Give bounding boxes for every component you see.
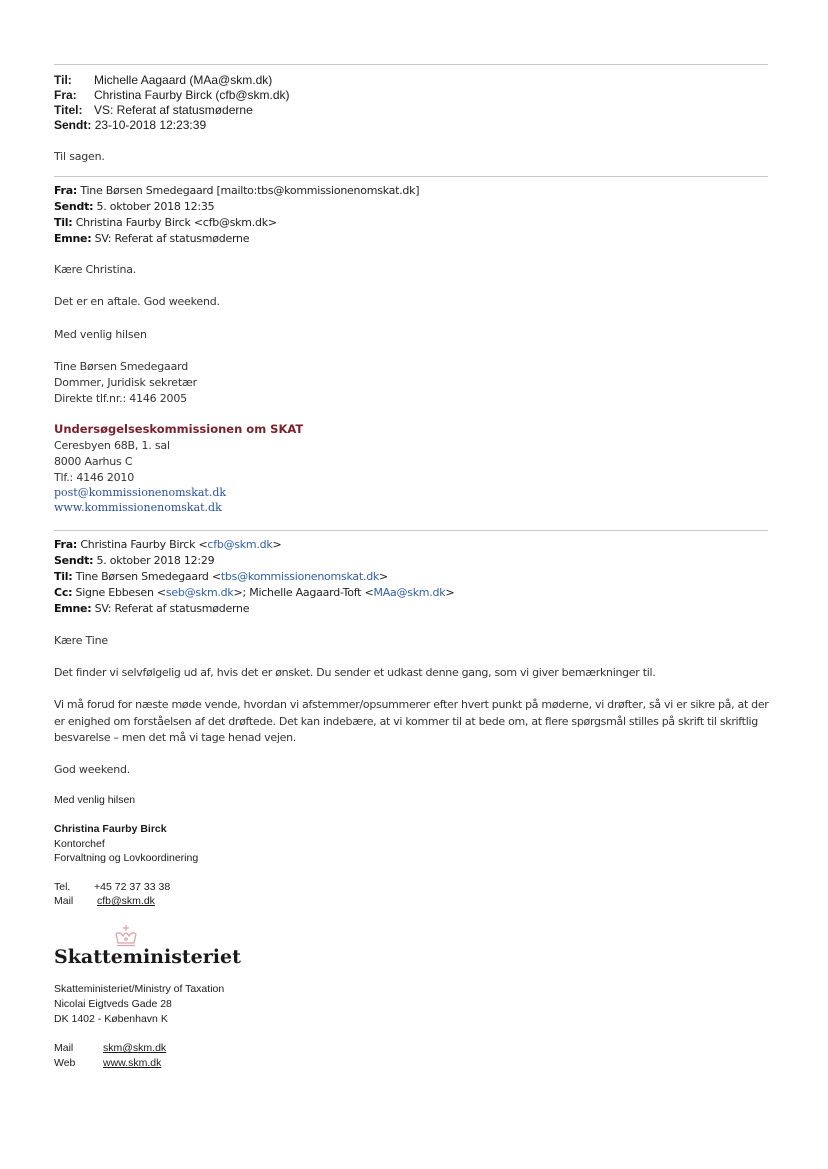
email2-to-link[interactable]: tbs@kommissionenomskat.dk <box>220 570 380 583</box>
footer-line-2: Nicolai Eigtveds Gade 28 <box>54 998 172 1010</box>
email2-tel-label: Tel. <box>54 881 71 893</box>
org-web-link[interactable]: www.kommissionenomskat.dk <box>54 501 222 514</box>
email1-sent: Sendt: 5. oktober 2018 12:35 <box>54 200 215 213</box>
email2-sig-name: Christina Faurby Birck <box>54 823 167 835</box>
email2-cc: Cc: Signe Ebbesen <seb@skm.dk>; Michelle Aagaard-Toft <MAa@skm.dk> <box>54 586 455 599</box>
org-email-link[interactable]: post@kommissionenomskat.dk <box>54 486 227 499</box>
brand-logo-text: Skatteministeriet <box>54 946 241 968</box>
email2-sig-title: Kontorchef <box>54 838 105 850</box>
footer-mail-label: Mail <box>54 1042 74 1054</box>
top-divider <box>54 64 768 65</box>
divider-1 <box>54 176 768 177</box>
footer-web-link[interactable]: www.skm.dk <box>103 1057 162 1069</box>
divider-2 <box>54 530 768 531</box>
org-address2: 8000 Aarhus C <box>54 455 133 468</box>
email2-para-2: Vi må forud for næste møde vende, hvordan vi afstemmer/opsummerer efter hvert punkt på møderne, vi drøfter, så vi er sikre på, at der er enighed om forståelsen af det drøftede. Det kan indebære, at vi kommer til at bede om, at flere spørgsmål stilles på skrift til skriftlig besvarelse – men det må vi tage henad vejen. <box>54 698 769 744</box>
email2-sig-dept: Forvaltning og Lovkoordinering <box>54 852 199 864</box>
org-address1: Ceresbyen 68B, 1. sal <box>54 439 170 452</box>
email2-mail-link[interactable]: cfb@skm.dk <box>97 895 155 907</box>
outer-sent: Sendt: 23-10-2018 12:23:39 <box>54 118 207 132</box>
email2-cc-link-1[interactable]: seb@skm.dk <box>165 586 234 599</box>
email2-sent: Sendt: 5. oktober 2018 12:29 <box>54 554 215 567</box>
email2-from: Fra: Christina Faurby Birck <cfb@skm.dk> <box>54 538 282 551</box>
email1-greeting: Kære Christina. <box>54 263 137 276</box>
email2-para-3: God weekend. <box>54 763 131 776</box>
email2-cc-link-2[interactable]: MAa@skm.dk <box>373 586 446 599</box>
footer-line-1: Skatteministeriet/Ministry of Taxation <box>54 983 225 995</box>
email2-greeting: Kære Tine <box>54 634 108 647</box>
outer-title: Titel: VS: Referat af statusmøderne <box>54 103 253 117</box>
email2-para-1: Det finder vi selvfølgelig ud af, hvis det er ønsket. Du sender et udkast denne gang, som vi giver bemærkninger til. <box>54 666 656 679</box>
email2-subject: Emne: SV: Referat af statusmøderne <box>54 602 250 615</box>
org-phone: Tlf.: 4146 2010 <box>54 471 135 484</box>
email1-from: Fra: Tine Børsen Smedegaard [mailto:tbs@kommissionenomskat.dk] <box>54 184 420 197</box>
email1-to: Til: Christina Faurby Birck <cfb@skm.dk> <box>54 216 277 229</box>
outer-to: Til: Michelle Aagaard (MAa@skm.dk) <box>54 73 273 87</box>
outer-from: Fra: Christina Faurby Birck (cfb@skm.dk) <box>54 88 290 102</box>
note-text: Til sagen. <box>54 150 105 163</box>
email1-sig-phone: Direkte tlf.nr.: 4146 2005 <box>54 392 187 405</box>
footer-line-3: DK 1402 - København K <box>54 1013 168 1025</box>
email2-tel-value: +45 72 37 33 38 <box>94 881 171 893</box>
email2-to: Til: Tine Børsen Smedegaard <tbs@kommissionenomskat.dk> <box>54 570 389 583</box>
crown-icon <box>112 924 140 948</box>
footer-mail-link[interactable]: skm@skm.dk <box>103 1042 167 1054</box>
email2-from-link[interactable]: cfb@skm.dk <box>207 538 273 551</box>
email1-closing: Med venlig hilsen <box>54 328 147 341</box>
email1-sig-name: Tine Børsen Smedegaard <box>54 360 189 373</box>
email1-sig-title: Dommer, Juridisk sekretær <box>54 376 197 389</box>
email2-mail-label: Mail <box>54 895 74 907</box>
footer-web-label: Web <box>54 1057 76 1069</box>
email1-subject: Emne: SV: Referat af statusmøderne <box>54 232 250 245</box>
email2-closing: Med venlig hilsen <box>54 794 136 806</box>
email1-body: Det er en aftale. God weekend. <box>54 295 220 308</box>
org-name: Undersøgelseskommissionen om SKAT <box>54 422 304 436</box>
